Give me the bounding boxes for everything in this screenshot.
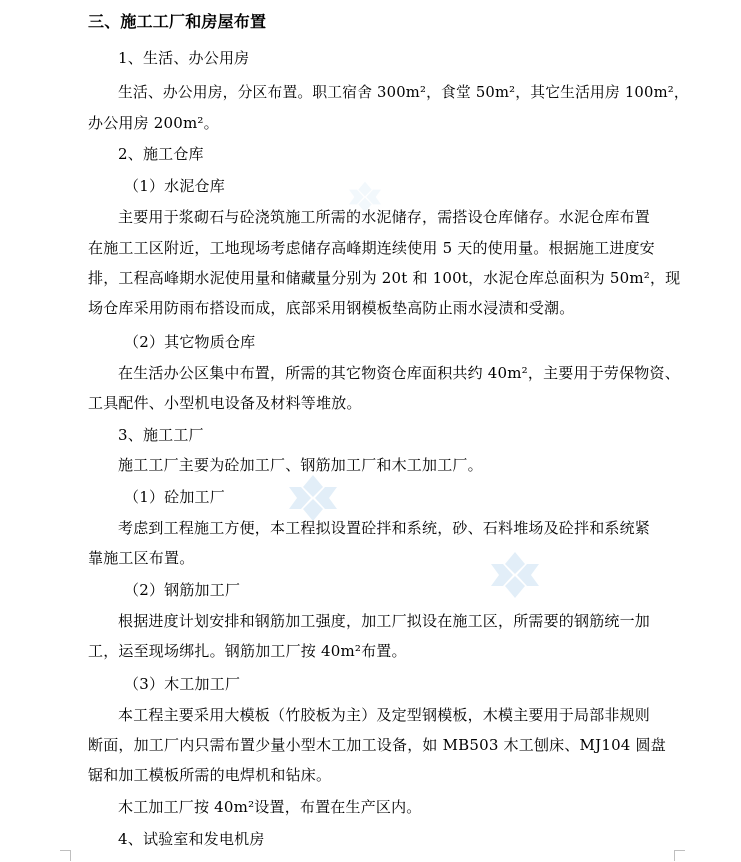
paragraph-line: 在施工工区附近，工地现场考虑储存高峰期连续使用 5 天的使用量。根据施工进度安 — [88, 239, 655, 257]
subsection-title: 3、施工工厂 — [118, 426, 204, 444]
paragraph-line: 本工程主要采用大模板（竹胶板为主）及定型钢模板，木模主要用于局部非规则 — [118, 706, 651, 724]
item-title: （2）钢筋加工厂 — [124, 581, 241, 599]
paragraph-line: 主要用于浆砌石与砼浇筑施工所需的水泥储存，需搭设仓库储存。水泥仓库布置 — [118, 208, 651, 226]
paragraph-line: 场仓库采用防雨布搭设而成，底部采用钢模板垫高防止雨水浸渍和受潮。 — [88, 299, 575, 317]
subsection-title: 4、试验室和发电机房 — [118, 830, 265, 848]
item-title: （1）砼加工厂 — [124, 488, 225, 506]
page-corner-mark — [60, 850, 71, 861]
item-title: （2）其它物质仓库 — [124, 333, 256, 351]
paragraph-line: 靠施工区布置。 — [88, 549, 195, 567]
paragraph-line: 工具配件、小型机电设备及材料等堆放。 — [88, 394, 362, 412]
paragraph-line: 工，运至现场绑扎。钢筋加工厂按 40m²布置。 — [88, 642, 407, 660]
paragraph-line: 施工工厂主要为砼加工厂、钢筋加工厂和木工加工厂。 — [118, 456, 483, 474]
paragraph-line: 办公用房 200m²。 — [88, 114, 219, 132]
paragraph-line: 锯和加工模板所需的电焊机和钻床。 — [88, 766, 332, 784]
paragraph-line: 生活、办公用房，分区布置。职工宿舍 300m²，食堂 50m²，其它生活用房 100m²， — [118, 84, 689, 101]
section-heading: 三、施工工厂和房屋布置 — [88, 12, 267, 31]
subsection-title: 1、生活、办公用房 — [118, 49, 250, 67]
subsection-title: 2、施工仓库 — [118, 145, 204, 163]
page-corner-mark — [674, 850, 685, 861]
watermark-logo-icon — [283, 473, 343, 523]
watermark-logo-icon — [485, 550, 545, 600]
paragraph-line: 在生活办公区集中布置，所需的其它物资仓库面积共约 40m²，主要用于劳保物资、 — [118, 364, 680, 382]
paragraph-line: 排，工程高峰期水泥使用量和储藏量分别为 20t 和 100t，水泥仓库总面积为 50m²，现 — [88, 269, 681, 287]
paragraph-line: 断面，加工厂内只需布置少量小型木工加工设备，如 MB503 木工刨床、MJ104 圆盘 — [88, 736, 666, 754]
paragraph-line: 木工加工厂按 40m²设置，布置在生产区内。 — [118, 798, 422, 816]
paragraph-line: 根据进度计划安排和钢筋加工强度，加工厂拟设在施工区，所需要的钢筋统一加 — [118, 612, 651, 630]
item-title: （3）木工加工厂 — [124, 675, 241, 693]
paragraph-line: 考虑到工程施工方便，本工程拟设置砼拌和系统，砂、石料堆场及砼拌和系统紧 — [118, 519, 651, 537]
item-title: （1）水泥仓库 — [124, 177, 225, 195]
